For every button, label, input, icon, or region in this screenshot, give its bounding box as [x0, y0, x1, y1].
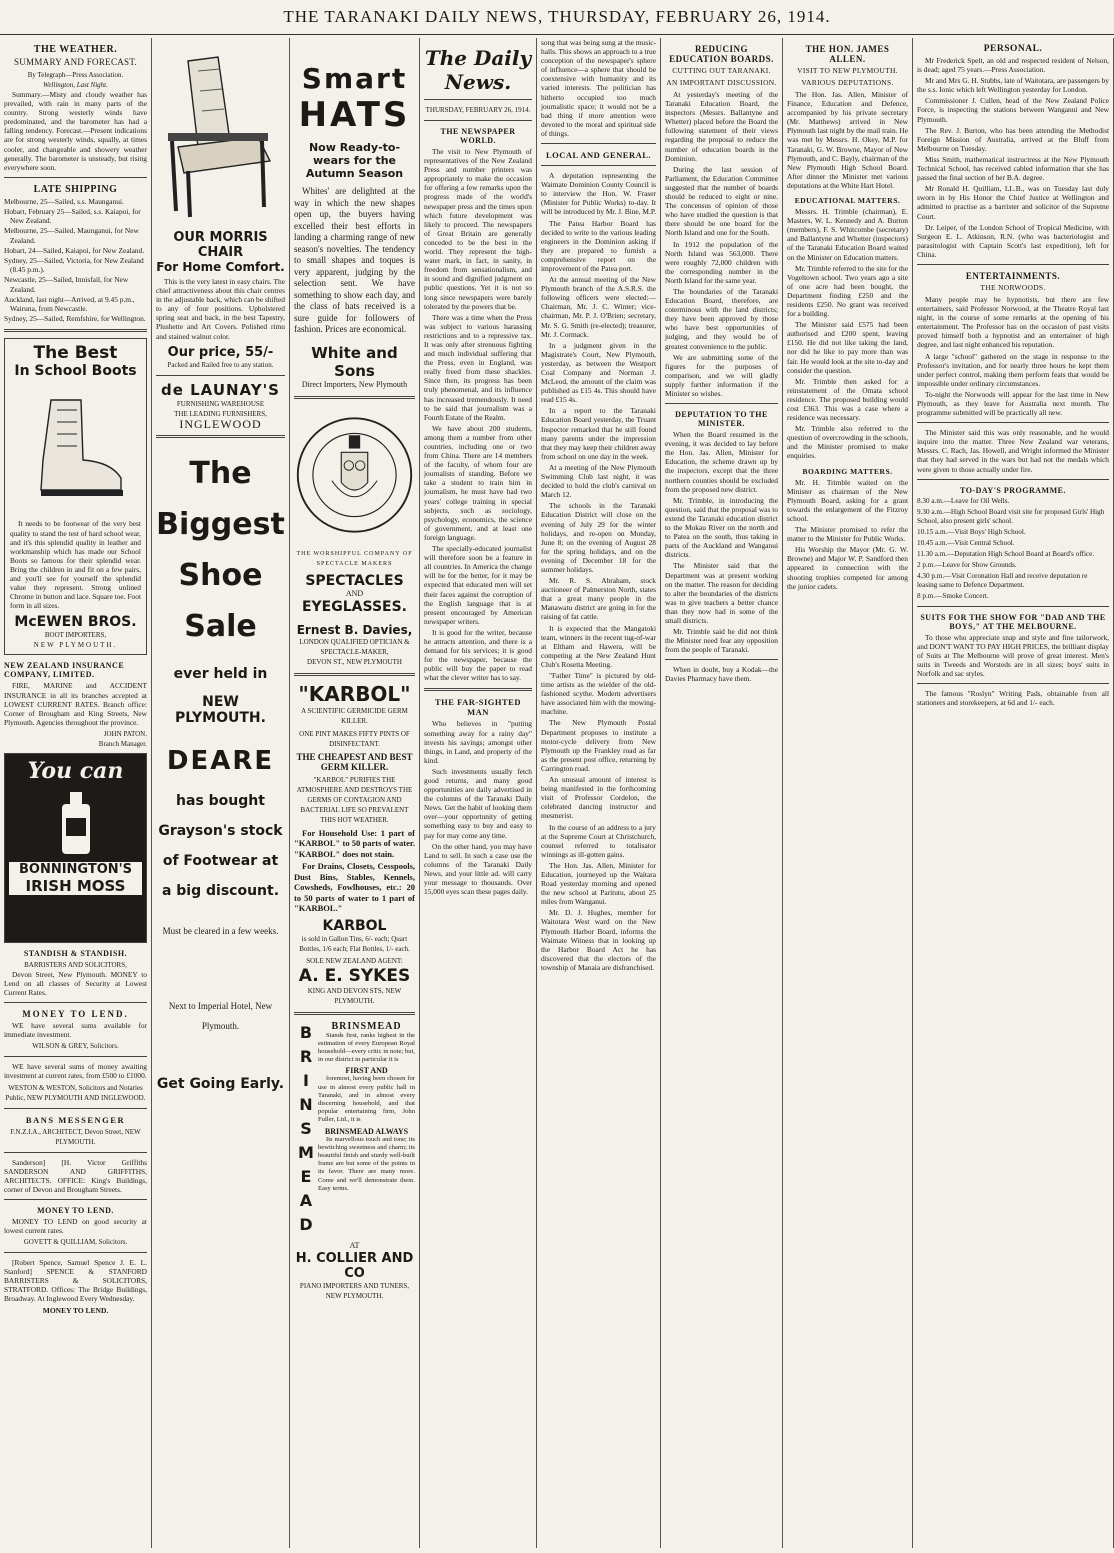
column-3 [290, 38, 420, 1548]
entertainments-paragraph: To-night the Norwoods will appear for the last time in New Plymouth, as they leave for Australia next month. The programme submitted will be practically all new. [917, 389, 1109, 418]
sykes-name: A. E. SYKES [298, 965, 411, 986]
allen-heading: THE HON. JAMES ALLEN. [805, 44, 890, 64]
messenger-heading: BANS MESSENGER [25, 1114, 126, 1125]
column-7 [783, 38, 913, 1548]
bottle-icon [9, 788, 142, 858]
deputation-paragraph: Mr. Trimble, in introducing the question, said that the proposal was to extend the Taranaki education district to the Mokau River on the north and to Patea on the south, thus taking in parts of the Auckland and Wanganui districts. [665, 495, 778, 560]
editorial-paragraph: It is good for the writer, because he attracts attention, and there is a demand for his services; it is good for the newspaper, because the public will buy the paper to read what the clever writer has to say. [424, 627, 532, 683]
deputation-paragraph: The Minister said that the Department was at present working on the matter. The reason for deciding to alter the boundaries of the districts was to give teachers a better chance than they now had in some of the small districts. [665, 561, 778, 625]
weston-sign: WESTON & WESTON, Solicitors and Notaries Public, NEW PLYMOUTH AND INGLEWOOD. [5, 1083, 146, 1102]
spectacles-line2: EYEGLASSES. [301, 598, 407, 615]
farsighted-paragraph: Such investments usually fetch good returns, and many good opportunities are daily advertised in the columns of the Taranaki Daily News. Get the habit of looking them over—your opportunity of getting something easy to buy and easy to pay for may come any time. [424, 766, 532, 840]
boots-ad [4, 338, 147, 655]
sale-word: The [189, 455, 252, 491]
editorial-continuation: song that was being sung at the music-halls. This shows an approach to a true conception of the newspaper's sphere of influence—a sphere that should be coextensive with humanity and its varied interests. The politician has hitherto occupied too much journalistic space; it would not be a bad thing if more attention were devoted to the moral and spiritual side of things. [541, 38, 656, 138]
educational-paragraph: Mr. Trimble then asked for a reinstatement of the Omata school residence. The proposed building would cost £363. This was a case where a residence was necessary. [787, 376, 908, 423]
karbol-drains: For Drains, Closets, Cesspools, Dust Bins, Stables, Kennels, Cowsheds, Fowlhouses, etc.: 20 to 50 parts of water to 1 part of "KARBOL." [294, 861, 415, 913]
masthead [0, 0, 1114, 35]
sykes-sub: KING AND DEVON STS, NEW PLYMOUTH. [307, 986, 402, 1005]
weather-subheading: SUMMARY AND FORECAST. [13, 57, 138, 67]
hats-sub: Now Ready-to-wears for the Autumn Season [305, 141, 404, 180]
column-2 [152, 38, 290, 1548]
local-paragraph: The New Plymouth Postal Department proposes to institute a motor-cycle delivery from New Plymouth up the Frankley road as far as the present post office, returning by Carrington road. [541, 718, 656, 773]
editorial-heading: THE NEWSPAPER WORLD. [440, 127, 516, 145]
programme-heading: TO-DAY'S PROGRAMME. [960, 485, 1066, 495]
standish-heading: STANDISH & STANDISH. [23, 948, 128, 958]
karbol-sub: A SCIENTIFIC GERMICIDE GERM KILLER. [301, 706, 408, 725]
brinsmead-text2: foremost, having been chosen for use in almost every public hall in Taranaki, and in almost every discerning household, and that popular entertaining firm, John Fuller, Ltd., it is [318, 1075, 415, 1124]
morris-chair-icon [156, 46, 285, 226]
shipping-item: Melbourne, 25—Sailed, Maunganui, for New Zealand. [4, 226, 139, 245]
shipping-item: Auckland, last night—Arrived, at 9.45 p.m., Wairuna, from Newcastle. [4, 294, 135, 314]
entertainments-paragraph: A large "school" gathered on the stage in response to the Professor's invitation, and for nearly three hours he kept them under perfect control, making them perform feats that would be impossible under ordinary circumstances. [917, 351, 1109, 388]
personal-paragraph: The Rev. J. Burton, who has been attending the Methodist Foreign Mission of Australia, arrived at the Bluff from Melbourne on Tuesday. [917, 125, 1109, 153]
roslyn-paragraph: The famous "Roslyn" Writing Pads, obtainable from all stationers and storekeepers, at 6d and 1/- each. [917, 689, 1109, 708]
karbol-cheap: THE CHEAPEST AND BEST GERM KILLER. [296, 751, 413, 772]
boots-ad-line2: In School Boots [14, 363, 137, 380]
karbol-agent: SOLE NEW ZEALAND AGENT: [306, 956, 403, 965]
brinsmead-always: BRINSMEAD ALWAYS [324, 1126, 409, 1136]
shipping-item: Sydney, 25—Sailed, Remfshire, for Wellington. [4, 314, 146, 324]
money-sign: WILSON & GREY, Solicitors. [32, 1042, 119, 1051]
govett-heading: MONEY TO LEND. [37, 1205, 114, 1215]
daily-news-masthead: The Daily News. [424, 46, 532, 94]
editorial-paragraph: The specially-educated journalist will therefore soon be a feature in all countries. In America the change will be for the better, for it may be expected that educated men will set their faces against the corruption of the English language that is at present encouraged by American newspaper writers. [424, 544, 532, 626]
brinsmead-text: Stands first, ranks highest in the estimation of every European Royal household—every critic in note; but, in our district in particular it is [318, 1031, 415, 1064]
delaunay-sub: FURNISHING WAREHOUSE [176, 399, 265, 408]
hats-line1: Smart [301, 62, 408, 95]
local-paragraph: "Father Time" is pictured by old-time artists as the wielder of the old-fashioned scythe. Modern advertisers have associated him with the mowing-machine. [541, 671, 656, 717]
personal-paragraph: Mr and Mrs G. H. Stubbs, late of Waitotara, are passengers by the s.s. Ionic which left Wellington yesterday for London. [917, 76, 1109, 95]
chair-price: Our price, 55/- [167, 344, 274, 360]
education-paragraph: In 1912 the population of the North Island was 563,000. There were roughly 72,000 children with the corresponding number in the North Island for the same year. [665, 239, 778, 285]
karbol-name: KARBOL [322, 917, 387, 934]
youcan-logo: You can [27, 757, 124, 784]
deare-location: Next to Imperial Hotel, New Plymouth. [168, 1000, 273, 1031]
programme-item: 10.15 a.m.—Visit Boys' High School. [917, 527, 1026, 536]
programme-item: 9.30 a.m.—High School Board visit site for proposed Girls' High School, also present girls' school. [917, 507, 1105, 525]
karbol-pint: ONE PINT MAKES FIFTY PINTS OF DISINFECTANT. [299, 729, 410, 748]
allen-sub2: VARIOUS DEPUTATIONS. [801, 78, 894, 87]
farsighted-paragraph: Who believes in "putting something away for a rainy day" invests his savings; amongst other things, in Land, and property of the kind. [424, 719, 532, 765]
local-paragraph: In the course of an address to a jury at the Supreme Court at Christchurch, counsel referred to totalisator winnings as ill-gotten gains. [541, 822, 656, 859]
editorial-paragraph: We have about 200 students, among them a number from other countries, including one or two from China. There are 14 members of the faculty, of whom four are journalists of standing. Before we take a student to train him in journalism, he must have had two years' college training in special subjects, such as sociology, psychology, economics, the science of government, and at least one foreign language. [424, 423, 532, 542]
sale-word: Sale [184, 608, 257, 644]
insurance-heading: NEW ZEALAND INSURANCE COMPANY, LIMITED. [4, 661, 125, 680]
local-paragraph: A deputation representing the Waimate Dominion County Council is to interview the Hon. W. Fraser (Minister for Public Works) to-day. It will be introduced by Mr. J. Bine, M.P. [541, 171, 656, 217]
deare-name: DEARE [166, 745, 275, 776]
sanderson-text: Sanderson] [H. Victor Griffiths SANDERSON AND GRIFFITHS, ARCHITECTS. OFFICE: King's Buildings, corner of Devon and Brougham Streets. [4, 1157, 147, 1194]
educational-paragraph: Mr. Trimble referred to the site for the Vogeltown school. Two years ago a site of one acre had been bought, the Department finding £250 and the residents £250. No grant was received for a building. [787, 263, 908, 319]
seal-text: THE WORSHIPFUL COMPANY OF SPECTACLE MAKERS [296, 550, 413, 567]
kodak-note: When in doubt, buy a Kodak—the Davies Pharmacy have them. [665, 665, 778, 684]
insurance-sign: JOHN PATON. [103, 729, 147, 738]
standish-sub: BARRISTERS AND SOLICITORS, [24, 960, 127, 969]
whites-name: White and Sons [311, 343, 398, 380]
education-boards-sub2: AN IMPORTANT DISCUSSION. [666, 78, 777, 87]
boot-icon [10, 385, 141, 515]
personal-paragraph: Mr Frederick Spelt, an old and respected resident of Nelson, is dead; aged 75 years.—Press Association. [917, 56, 1109, 75]
local-general-heading: LOCAL AND GENERAL. [545, 150, 652, 161]
education-paragraph: At yesterday's meeting of the Taranaki Education Board, the inspectors (Messrs. Ballantyne and Whetter) placed before the Board the following statement of their views regarding the proposal to reduce the number of education boards in the Dominion. [665, 90, 778, 163]
hats-line2: HATS [298, 95, 411, 135]
deputation-heading: DEPUTATION TO THE MINISTER. [675, 410, 768, 429]
shipping-item: Newcastle, 25—Sailed, Innisfail, for New Zealand. [4, 275, 129, 294]
weather-heading: THE WEATHER. [33, 44, 118, 55]
chair-ad-heading: OUR MORRIS CHAIR [173, 230, 268, 260]
spence-foot: MONEY TO LEND. [42, 1305, 109, 1315]
local-paragraph: Mr. D. J. Hughes, member for Waitotara West ward on the New Plymouth Harbor Board, informs the Waimate Witness that in looking up the Harbor Board Act he has discovered that the electors of the township of Manaia are disfranchised. [541, 908, 656, 972]
local-paragraph: At the annual meeting of the New Plymouth branch of the A.S.R.S. the following officers were elected:—Chairman, Mr. J. C. Winter; vice-chairman, Mr. P. J. O'Brien; secretary, Mr. S. G. Smith (re-elected); treasurer, Mr. J. Cormack. [541, 275, 656, 339]
shipping-item: Melbourne, 25—Sailed, s.s. Maunganui. [4, 196, 124, 206]
programme-list [917, 497, 1109, 601]
local-paragraph: The Patea Harbor Board has decided to write to the various leading engineers in the Dominion asking if they are prepared to furnish a comprehensive report on the improvement of the Patea port. [541, 218, 656, 273]
programme-item: 10.45 a.m.—Visit Central School. [917, 538, 1015, 547]
personal-paragraph: Dr. Leiper, of the London School of Tropical Medicine, with Surgeon E. L. Atkinson, R.N. (who was bacteriologist and parasitologist with Captain Scott's last expedition), left for China. [917, 222, 1109, 259]
shoe-sale-ad [156, 448, 285, 1092]
weather-source: By Telegraph—Press Association. [27, 71, 124, 79]
programme-item: 4.30 p.m.—Visit Coronation Hall and receive deputation re leasing same to Defence Department. [917, 571, 1088, 589]
suits-paragraph: To those who appreciate snap and style and fine tailorwork, and DON'T WANT TO PAY HIGH PRICES, the brilliant display of Suits at The Melbourne will prove of great interest. Men's suits in Tweeds and Worsteds are in all sizes; boys' suits in Norfolk and sac styles. [917, 632, 1109, 679]
brinsmead-at: AT [349, 1240, 360, 1250]
local-paragraph: It is expected that the Mangatoki team, winners in the recent tug-of-war at Eltham and Hawera, will be competing at the New Zealand Hunt Club's Rosetta Meeting. [541, 623, 656, 669]
govett-sign: GOVETT & QUILLIAM, Solicitors. [23, 1238, 128, 1247]
karbol-heading: "KARBOL" [298, 681, 411, 706]
karbol-sold: is sold in Gallon Tins, 6/- each; Quart Bottles, 1/6 each; Flat Bottles, 1/- each. [299, 934, 410, 953]
boarding-paragraph: His Worship the Mayor (Mr. G. W. Browne) and Major W. P. Sandford then appeared in connection with the shooting trophies competed for among the junior cadets. [787, 545, 908, 591]
shipping-item: Hobart, February 25—Sailed, s.s. Kaiapoi, for New Zealand. [4, 207, 141, 226]
weather-text: Summary.—Misty and cloudy weather has prevailed, with rain in many parts of the country. Strong westerly winds have predominated, and the barometer has had a falling tendency. Forecast.—Present indications are for strong westerly winds, squally, at times cooler, and changeable and showery weather generally. The barometer is unsteady, but rising everywhere soon. [4, 90, 147, 172]
personal-heading: PERSONAL. [983, 44, 1043, 54]
sale-held: ever held in [173, 665, 268, 682]
personal-paragraph: Mr Ronald H. Quilliam, LL.B., was on Tuesday last duly sworn in by His Honor the Chief Justice at Wellington and admitted to practise as a barrister and solicitor of the Supreme Court. [917, 184, 1109, 221]
sale-word: Biggest [156, 506, 285, 542]
insurance-role: Branch Manager. [98, 739, 147, 748]
column-4 [420, 38, 537, 1548]
educational-matters-heading: EDUCATIONAL MATTERS. [794, 196, 901, 206]
delaunay-sub2: THE LEADING FURNISHERS, [174, 409, 267, 418]
sale-word: Shoe [178, 557, 263, 593]
editorial-paragraph: The visit to New Plymouth of representatives of the New Zealand Press and number printers was appropriately to make the occasion for offering a few remarks upon the progress made of the world's newspaper press and the times upon which future development was likely to proceed. The newspapers of Great Britain are generally conceded to be the best in the world. They represent the high-water mark, in fact, in sanity, in freedom from sensationalism, and in sound and dignified judgment on public questions. Yet it is not so long since newspapers were barely tolerated by the powers that be. [424, 147, 532, 311]
shipping-item: Hobart, 24—Sailed, Kaiapoi, for New Zealand. [4, 245, 145, 255]
education-paragraph: During the last session of Parliament, the Education Committee suggested that the number of boards should be reduced to eight or nine. The concensus of opinion of those who have studied the question is that there should be one board for the North Island and one for the South. [665, 164, 778, 238]
brinsmead-ad [294, 1021, 415, 1237]
chair-ad-sub: For Home Comfort. [156, 260, 285, 274]
standish-text: Devon Street, New Plymouth. MONEY to Lend on all classes of Security at Lowest Current Rates. [4, 969, 147, 998]
davies-place: DEVON ST., NEW PLYMOUTH [307, 657, 402, 666]
educational-paragraph: Mr. Trimble also referred to the question of overcrowding in the schools, and the Minister promised to make enquiries. [787, 424, 908, 461]
boarding-paragraph: Mr. H. Trimble waited on the Minister as chairman of the New Plymouth Board, asking for a grant towards the enlargement of the Fitzroy school. [787, 477, 908, 523]
money-heading: MONEY TO LEND. [22, 1009, 129, 1020]
karbol-household: For Household Use: 1 part of "KARBOL" to 50 parts of water. "KARBOL" does not stain. [294, 827, 415, 859]
boarding-paragraph: The Minister promised to refer the matter to the Minister for Public Works. [787, 525, 908, 544]
local-paragraph: In a report to the Taranaki Education Board yesterday, the Truant Inspector remarked that he still found many parents under the impression that they may keep their children away from school on one day in the week. [541, 406, 656, 461]
entertainments-sub: THE NORWOODS. [980, 282, 1046, 292]
education-boards-heading: REDUCING EDUCATION BOARDS. [669, 44, 774, 64]
education-paragraph: We are submitting some of the figures for the purposes of comparison, and we will gladly supply further information if the Minister so wishes. [665, 352, 778, 398]
brinsmead-first: FIRST AND [345, 1066, 388, 1076]
hats-text: Whites' are delighted at the way in which the new shapes open up, the buyers having excelled their best efforts in landing a charming range of new season's novelties. The tendency to small shapes and toques is very apparent, judging by the selection sent. We have something to show each day, and the class of hats received is a sure guide for followers of fashion. Prices are economical. [294, 186, 415, 334]
shipping-item: Sydney, 25—Sailed, Victoria, for New Zealand (8.45 p.m.). [4, 256, 144, 275]
personal-paragraph: Miss Smith, mathematical instructress at the New Plymouth Technical School, has received cabled information that she has passed the final section of her B.A. degree. [917, 154, 1109, 183]
programme-item: 2 p.m.—Leave for Show Grounds. [917, 560, 1017, 569]
education-boards-sub: CUTTING OUT TARANAKI. [672, 66, 771, 75]
spence-text: [Robert Spence, Samuel Spence J. E. L. Stanford] SPENCE & STANFORD BARRISTERS & SOLICITORS, STRATFORD. Offices: The Bridge Buildings, Broadway. At Inglewood Every Wednesday. [4, 1258, 147, 1304]
deputation-paragraph: Mr. Trimble said he did not think the Minister need fear any opposition from the people of Taranaki. [665, 627, 778, 655]
daily-news-date: THURSDAY, FEBRUARY 26, 1914. [425, 106, 531, 114]
educational-paragraph: Messrs. H. Trimble (chairman), E. Masters, W. L. Kennedy and A. Burton (members), F. S. Whitcombe (secretary) and Ballantyne and Whetter (inspectors) of the Taranaki Education Board waited on the Minister on Education matters. [787, 207, 908, 262]
column-6 [661, 38, 783, 1548]
boarding-heading: BOARDING MATTERS. [802, 466, 893, 476]
farsighted-heading: THE FAR-SIGHTED MAN [435, 697, 521, 718]
education-paragraph: The boundaries of the Taranaki Education Board, therefore, are coterminous with the land districts; they have been approved by those who have best opportunities of judging, and they would be of greatest convenience to the public. [665, 286, 778, 351]
spectacles-line1: SPECTACLES [305, 572, 404, 589]
column-1 [0, 38, 152, 1548]
programme-item: 8 p.m.—Smoke Concert. [917, 591, 989, 600]
money-text: WE have several sums available for immediate investment. [4, 1021, 147, 1040]
shipping-list [4, 197, 147, 324]
chair-ad-text: This is the very latest in easy chairs. The chief attractiveness about this chair centres in the adjustable back, which can be shifted to any of four positions. Upholstered spring seat and back, in the best Tapestry, Plushette and Art Covers. Polished rimu and stained walnut color. [156, 277, 285, 341]
bonnington-line2: IRISH MOSS [9, 877, 142, 895]
farsighted-paragraph: On the other hand, you may have Land to sell. In such a case use the columns of the Taranaki Daily News, and your little ad. will carry your message to thousands. Over 15,000 eyes scan these pages daily. [424, 841, 532, 897]
whites-sub: Direct Importers, New Plymouth [301, 379, 408, 389]
local-paragraph: The Hon. Jas. Allen, Minister for Education, journeyed up the Waitara Road yesterday morning and opened the new school at Paritutu, about 25 miles from Wanganui. [541, 860, 656, 907]
deare-text: has bought Grayson's stock of Footwear at a big discount. [158, 792, 283, 899]
shipping-heading: LATE SHIPPING [33, 183, 118, 195]
allen-sub: VISIT TO NEW PLYMOUTH. [797, 66, 898, 75]
personal-paragraph: Commissioner J. Cullen, head of the New Zealand Police Force, is inspecting the stations between Wanganui and New Plymouth. [917, 96, 1109, 124]
weather-place: Wellington, Last Night. [43, 81, 108, 89]
davies-sub: LONDON QUALIFIED OPTICIAN & SPECTACLE-MAKER, [299, 637, 410, 656]
bonnington-ad [4, 753, 147, 943]
deare-cta: Get Going Early. [156, 1075, 285, 1092]
allen-paragraph: The Hon. Jas. Allen, Minister of Finance, Education and Defence, accompanied by his private secretary (Mr. Matthews) arrived in New Plymouth last night by the mail train. He was met by Messrs. H. Okey, M.P. for Taranaki, G. W. Browne, Mayor of New Plymouth, and C. Bayly, chairman of the New Plymouth High School Board. After dinner the Minister met various deputations at the White Hart Hotel. [787, 90, 908, 190]
local-paragraph: In a judgment given in the Magistrate's Court, New Plymouth, yesterday, as between the Westport Coal Company and Norman J. McLeod, the amount of the claim was published as £15 4s. This should have read £15 4s. [541, 340, 656, 405]
bonnington-line1: BONNINGTON'S [9, 862, 142, 877]
boots-ad-text: It needs to be footwear of the very best quality to stand the test of hard school wear, and it's this splendid quality in leather and workmanship which has made our School Boots so famous for their splendid wear. Bring the children in and fit on a few pairs, and you'll see for yourself the splendid value they represent. Strong unlined Chrome in button and lace. Square toe. Foot form in all sizes. [10, 519, 141, 611]
brinsmead-text3: Its marvellous touch and tone; its bewitching sweetness and charm; its beautiful finish and sturdy well-built frame are but some of the points in its favor. There are many more. Come and we'll demonstrate them. Easy terms. [318, 1135, 415, 1192]
suits-heading: SUITS FOR THE SHOW FOR "DAD AND THE BOYS," AT THE MELBOURNE. [920, 612, 1106, 631]
masthead-title: THE TARANAKI DAILY NEWS, THURSDAY, FEBRUARY 26, 1914. [283, 7, 831, 26]
karbol-text: "KARBOL" PURIFIES THE ATMOSPHERE AND DESTROYS THE GERMS OF CONTAGION AND BACTERIAL LIFE SO PREVALENT THIS HOT WEATHER. [296, 775, 413, 824]
spectacles-and: AND [345, 588, 364, 598]
mcewen-place: NEW PLYMOUTH. [33, 641, 118, 650]
chair-note: Packed and Railed free to any station. [167, 360, 274, 369]
brinsmead-heading: BRINSMEAD [331, 1020, 402, 1032]
entertainments-paragraph: Many people may be hypnotists, but there are few entertainers, said Professor Norwood, at the Theatre Royal last night, in the course of some remarks at the opening of his entertainment. The Professor has on the occasion of past visits proved himself both a hypnotist and an entertainer of high degree, and last night enhanced his reputation. [917, 294, 1109, 350]
programme-item: 8.30 a.m.—Leave for Oil Wells. [917, 496, 1010, 505]
mcewen-sub: BOOT IMPORTERS, [44, 631, 107, 640]
collier-sub: PIANO IMPORTERS AND TUNERS, NEW PLYMOUTH. [299, 1281, 410, 1300]
govett-text: MONEY TO LEND on good security at lowest current rates. [4, 1216, 147, 1236]
boots-ad-line1: The Best [33, 343, 118, 364]
programme-item: 11.30 a.m.—Deputation High School Board at Board's office. [917, 549, 1095, 558]
weston-text: WE have several sums of money awaiting investment at current rates, from £500 to £1000. [4, 1062, 147, 1081]
insurance-text: FIRE, MARINE and ACCIDENT INSURANCE in all its branches accepted at LOWEST CURRENT RATES. Branch office: Corner of Brougham and King Streets, New Plymouth. Agencies throughout the province. [4, 681, 147, 727]
minister-paragraph: The Minister said this was only reasonable, and he would inquire into the matter. Three New Zealand war veterans, Messrs. C. Rach, Jas. Howell, and Wright informed the Minister that they had served in the wars but had not the medals which were given to those actually under fire. [917, 428, 1109, 474]
delaunay-place: INGLEWOOD [179, 416, 262, 431]
deputation-paragraph: When the Board resumed in the evening, it was decided to lay before the Hon. Jas. Allen, Minister for Education, the scheme drawn up by the inspectors, except that the three northern counties should be excluded from the proposed new district. [665, 430, 778, 494]
collier-name: H. COLLIER AND CO [295, 1250, 414, 1281]
spectacle-makers-seal-icon [294, 405, 415, 545]
column-8 [913, 38, 1114, 1548]
brinsmead-vertical: B R I N S M E A D [298, 1022, 314, 1234]
local-paragraph: The schools in the Taranaki Education District will close on the evening of July 29 for the winter holidays, and re-open on Monday, June 8; on the evening of August 28 for the spring holidays, and on the evening of December 18 for the summer holidays. [541, 501, 656, 574]
educational-paragraph: The Minister said £575 had been authorised and £200 spent, leaving £150. He did not like taking the land, nor did he like to pay more than was fair. He would look at the site to-day and consider the question. [787, 320, 908, 375]
local-paragraph: Mr. R. S. Abraham, stock auctioneer of Palmerston North, states that a great many people in the Manawatu district are going in for the raising of fat cattle. [541, 576, 656, 622]
deare-note: Must be cleared in a few weeks. [162, 925, 279, 936]
messenger-sub: F.N.Z.I.A., ARCHITECT, Devon Street, NEW PLYMOUTH. [10, 1127, 141, 1146]
local-paragraph: An unusual amount of interest is being manifested in the forthcoming visit of Professor Cordelon, the celebrated dancing instructor and mesmerist. [541, 775, 656, 821]
sale-place: NEW PLYMOUTH. [175, 693, 266, 726]
editorial-paragraph: There was a time when the Press was subject to various harassing restrictions and to a repressive tax. It was only after strenuous fighting and much individual suffering that the Press, even in England, was really freed from these shackles. Since then, its progress has been truly phenomenal, and its influence has increased tremendously. It need to be said that journalism was a Fourth Estate of the Realm. [424, 312, 532, 422]
column-5 [537, 38, 661, 1548]
davies-name: Ernest B. Davies, [296, 622, 413, 637]
entertainments-heading: ENTERTAINMENTS. [965, 270, 1061, 281]
delaunay-name: de LAUNAY'S [160, 380, 280, 399]
mcewen-name: McEWEN BROS. [14, 614, 137, 631]
local-paragraph: At a meeting of the New Plymouth Swimming Club last night, it was decided to hold the club's carnival on March 12. [541, 462, 656, 500]
